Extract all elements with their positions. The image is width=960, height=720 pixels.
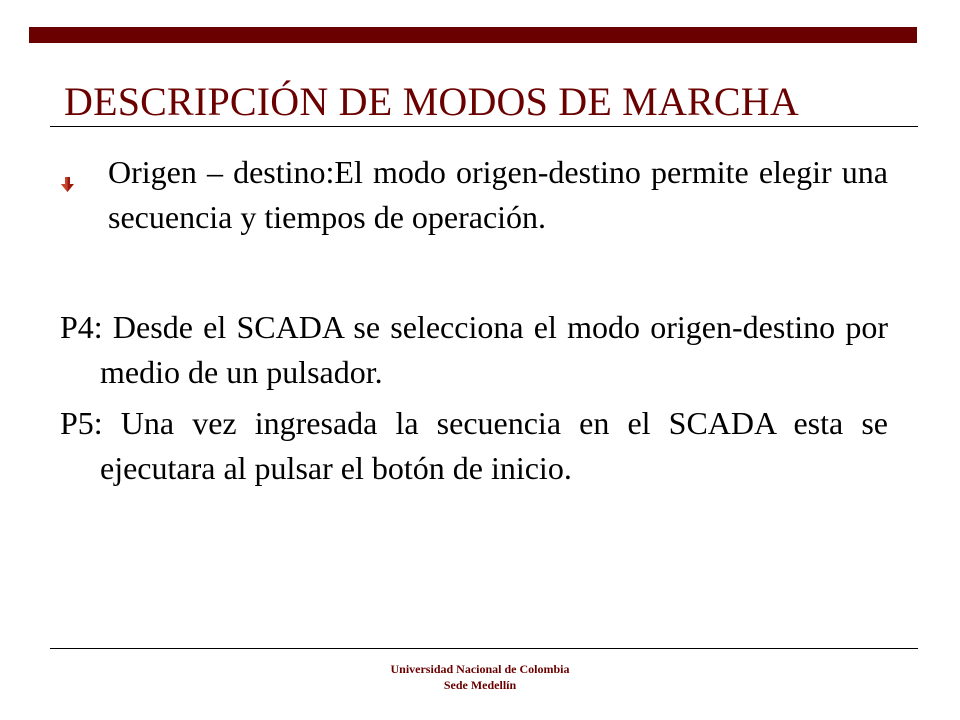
slide-title: DESCRIPCIÓN DE MODOS DE MARCHA: [64, 79, 799, 124]
top-accent-bar: [29, 27, 917, 43]
footer-university: Universidad Nacional de Colombia: [390, 662, 570, 676]
title-divider: [50, 126, 918, 127]
paragraph-p4: P4: Desde el SCADA se selecciona el modo origen-destino por medio de un pulsador.: [60, 309, 888, 390]
arrow-bullet-icon: [60, 160, 76, 176]
footer: [0, 661, 960, 693]
paragraph-p5: P5: Una vez ingresada la secuencia en el SCADA esta se ejecutara al pulsar el botón de inicio.: [60, 405, 888, 486]
footer-campus: Sede Medellín: [443, 678, 517, 692]
footer-divider: [50, 648, 918, 649]
spacer: [60, 240, 888, 305]
bullet-item: [60, 150, 888, 240]
bullet-text: Origen – destino:El modo origen-destino permite elegir una secuencia y tiempos de operación.: [108, 154, 888, 235]
slide-body: [60, 150, 888, 497]
